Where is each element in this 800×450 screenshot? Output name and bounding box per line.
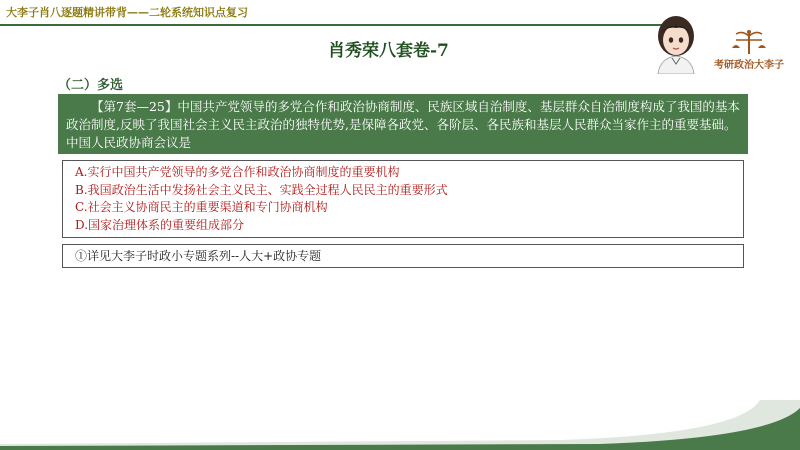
brand-logo	[706, 26, 792, 70]
option-c: C.社会主义协商民主的重要渠道和专门协商机构	[75, 200, 328, 214]
reference-note-box	[62, 244, 744, 268]
series-title: 大李子肖八逐题精讲带背——二轮系统知识点复习	[6, 6, 248, 19]
tree-scale-logo-icon	[706, 26, 792, 56]
footer-wave-decoration	[0, 400, 800, 450]
slide-title: 肖秀荣八套卷-7	[328, 41, 449, 61]
section-heading: （二）多选	[58, 78, 124, 93]
brand-logo-text: 考研政治大李子	[714, 60, 784, 71]
question-stem-box	[58, 94, 748, 154]
option-b: B.我国政治生活中发扬社会主义民主、实践全过程人民民主的重要形式	[75, 182, 448, 197]
reference-note-text: ①详见大李子时政小专题系列--人大+政协专题	[75, 249, 322, 263]
header-divider	[0, 24, 680, 26]
question-stem-text: 【第7套—25】中国共产党领导的多党合作和政治协商制度、民族区域自治制度、基层群众自治制度构成了我国的基本政治制度,反映了我国社会主义民主政治的独特优势,是保障各政党、各阶层、各民族和基层人民群众当家作主的重要基础。中国人民政协商会议是	[66, 99, 740, 150]
answer-options-box	[62, 160, 744, 238]
option-a: A.实行中国共产党领导的多党合作和政治协商制度的重要机构	[75, 165, 400, 179]
cartoon-teacher-avatar	[650, 12, 702, 74]
option-d: D.国家治理体系的重要组成部分	[75, 217, 245, 232]
